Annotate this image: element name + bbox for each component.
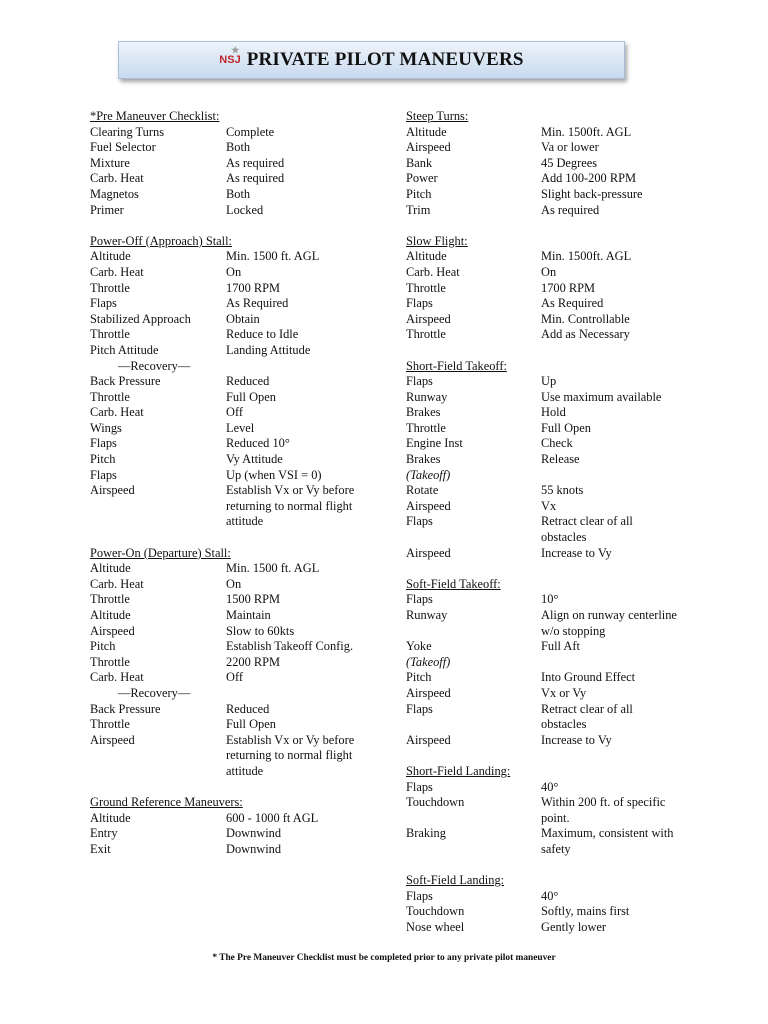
maneuver-section bbox=[406, 234, 681, 343]
item-value: Maintain bbox=[226, 608, 271, 622]
item-value: Align on runway centerline w/o stopping bbox=[541, 608, 677, 638]
section-title: Ground Reference Maneuvers: bbox=[90, 795, 243, 810]
item-label: Flaps bbox=[406, 374, 433, 389]
checklist-row bbox=[406, 546, 681, 562]
item-value: Release bbox=[541, 452, 580, 467]
checklist-row bbox=[90, 374, 366, 390]
recovery-label: —Recovery— bbox=[118, 685, 191, 700]
item-label: Altitude bbox=[90, 608, 131, 622]
checklist-row bbox=[406, 655, 681, 671]
item-label: Back Pressure bbox=[90, 374, 161, 389]
item-value: On bbox=[226, 264, 242, 279]
item-value: Obtain bbox=[226, 311, 260, 326]
item-value: Min. Controllable bbox=[541, 311, 630, 326]
item-label: Carb. Heat bbox=[90, 405, 144, 420]
item-value: Increase to Vy bbox=[541, 545, 612, 560]
checklist-row bbox=[406, 468, 681, 484]
item-label: Wings bbox=[90, 420, 122, 435]
item-label: Brakes bbox=[406, 405, 441, 420]
checklist-row bbox=[406, 639, 681, 655]
checklist-row bbox=[406, 140, 681, 156]
item-label: Engine Inst bbox=[406, 436, 463, 451]
item-label: Magnetos bbox=[90, 186, 139, 201]
item-label: Braking bbox=[406, 826, 446, 841]
item-value: Slight back-pressure bbox=[541, 186, 643, 201]
item-value: Reduced bbox=[226, 701, 270, 716]
item-label: Altitude bbox=[90, 810, 131, 825]
item-label: Airspeed bbox=[406, 545, 451, 560]
item-value: 55 knots bbox=[541, 483, 584, 498]
item-label: Pitch bbox=[90, 452, 116, 467]
item-label: Airspeed bbox=[406, 311, 451, 326]
item-value: 2200 RPM bbox=[226, 654, 281, 669]
item-label: (Takeoff) bbox=[406, 467, 451, 482]
item-value: Both bbox=[226, 186, 251, 201]
item-value: Off bbox=[226, 405, 243, 420]
checklist-row bbox=[90, 826, 366, 842]
item-label: Throttle bbox=[90, 592, 130, 607]
checklist-row bbox=[406, 405, 681, 421]
checklist-row bbox=[406, 156, 681, 172]
item-label: Carb. Heat bbox=[90, 576, 144, 591]
item-value: Va or lower bbox=[541, 140, 599, 155]
checklist-row bbox=[90, 452, 366, 468]
item-label: Throttle bbox=[90, 717, 130, 732]
item-label: Pitch bbox=[406, 186, 432, 201]
item-label: Power bbox=[406, 171, 438, 186]
item-label: Brakes bbox=[406, 452, 441, 467]
item-label: Airspeed bbox=[90, 623, 135, 638]
item-label: Runway bbox=[406, 389, 448, 404]
item-value: Vx or Vy bbox=[541, 685, 587, 700]
item-label: Rotate bbox=[406, 483, 439, 498]
item-value: Reduced bbox=[226, 374, 270, 389]
checklist-row bbox=[406, 125, 681, 141]
item-label: Throttle bbox=[406, 420, 446, 435]
maneuver-section bbox=[406, 873, 681, 935]
checklist-row bbox=[90, 249, 366, 265]
item-value: Maximum, consistent with safety bbox=[541, 826, 674, 856]
item-label: Carb. Heat bbox=[90, 171, 144, 186]
item-value: Retract clear of all obstacles bbox=[541, 514, 633, 545]
checklist-row bbox=[406, 203, 681, 219]
item-value: Min. 1500 ft. AGL bbox=[226, 249, 320, 264]
item-label: Flaps bbox=[90, 436, 117, 451]
footnote: * The Pre Maneuver Checklist must be completed prior to any private pilot maneuver bbox=[212, 953, 556, 963]
item-label: Exit bbox=[90, 841, 111, 856]
section-title: Power-Off (Approach) Stall: bbox=[90, 233, 232, 248]
item-label: Airspeed bbox=[406, 732, 451, 747]
section-title: Soft-Field Takeoff: bbox=[406, 576, 501, 591]
item-label: Flaps bbox=[90, 467, 117, 482]
item-value: 1700 RPM bbox=[541, 280, 596, 295]
item-value: As Required bbox=[226, 296, 289, 311]
checklist-row bbox=[90, 624, 366, 640]
checklist-row bbox=[406, 795, 681, 826]
item-value: Downwind bbox=[226, 826, 282, 841]
section-title: Soft-Field Landing: bbox=[406, 873, 505, 888]
item-label: Throttle bbox=[90, 654, 130, 669]
checklist-row bbox=[406, 889, 681, 905]
checklist-row bbox=[406, 686, 681, 702]
item-value: Full Open bbox=[541, 420, 591, 435]
item-value: 40° bbox=[541, 779, 559, 794]
item-label: Nose wheel bbox=[406, 919, 465, 934]
item-value: As required bbox=[226, 155, 285, 170]
checklist-row bbox=[406, 592, 681, 608]
item-value: Within 200 ft. of specific point. bbox=[541, 795, 666, 825]
item-label: Fuel Selector bbox=[90, 140, 156, 155]
item-value: Use maximum available bbox=[541, 389, 662, 404]
item-value: Full Open bbox=[226, 717, 276, 732]
checklist-row bbox=[406, 702, 681, 733]
checklist-row bbox=[406, 390, 681, 406]
item-value bbox=[541, 468, 681, 484]
checklist-row bbox=[406, 296, 681, 312]
checklist-row bbox=[406, 171, 681, 187]
checklist-row bbox=[90, 140, 366, 156]
checklist-row bbox=[90, 608, 366, 624]
item-value: Both bbox=[226, 140, 251, 155]
item-value: As Required bbox=[541, 296, 604, 311]
item-value: Retract clear of all obstacles bbox=[541, 701, 633, 732]
right-column bbox=[406, 109, 681, 951]
recovery-label: —Recovery— bbox=[118, 358, 191, 373]
item-label: Throttle bbox=[406, 280, 446, 295]
item-value: On bbox=[226, 576, 242, 591]
item-value: 1500 RPM bbox=[226, 592, 281, 607]
checklist-row bbox=[406, 499, 681, 515]
star-icon: ★ bbox=[231, 45, 240, 55]
item-value: 45 Degrees bbox=[541, 155, 598, 170]
item-label: Altitude bbox=[90, 249, 131, 264]
item-label: Flaps bbox=[90, 296, 117, 311]
item-value: 40° bbox=[541, 888, 559, 903]
item-value: Add 100-200 RPM bbox=[541, 171, 637, 186]
item-label: Throttle bbox=[90, 389, 130, 404]
item-value: Establish Vx or Vy before returning to normal flight attitude bbox=[226, 732, 355, 778]
item-value: Complete bbox=[226, 124, 275, 139]
item-label: Airspeed bbox=[406, 685, 451, 700]
item-label: Carb. Heat bbox=[406, 264, 460, 279]
checklist-row bbox=[406, 281, 681, 297]
checklist-row bbox=[406, 483, 681, 499]
checklist-row bbox=[90, 125, 366, 141]
checklist-row bbox=[90, 655, 366, 671]
nsj-logo bbox=[219, 45, 241, 66]
checklist-row bbox=[406, 312, 681, 328]
item-label: Pitch bbox=[90, 639, 116, 654]
item-value: Slow to 60kts bbox=[226, 623, 295, 638]
item-value: Add as Necessary bbox=[541, 327, 630, 342]
checklist-row bbox=[406, 826, 681, 857]
item-label: Throttle bbox=[406, 327, 446, 342]
section-title: Slow Flight: bbox=[406, 233, 468, 248]
item-value: Min. 1500 ft. AGL bbox=[226, 561, 320, 576]
item-value: 1700 RPM bbox=[226, 280, 281, 295]
item-label: Back Pressure bbox=[90, 701, 161, 716]
item-value: Vx bbox=[541, 498, 557, 513]
maneuver-section bbox=[90, 795, 366, 857]
item-value: Up (when VSI = 0) bbox=[226, 467, 322, 482]
checklist-row bbox=[406, 421, 681, 437]
item-label: Trim bbox=[406, 202, 431, 217]
checklist-row bbox=[406, 670, 681, 686]
item-label: Touchdown bbox=[406, 904, 465, 919]
item-value: Establish Takeoff Config. bbox=[226, 639, 354, 654]
item-label: Flaps bbox=[406, 888, 433, 903]
maneuver-section bbox=[406, 764, 681, 858]
checklist-row bbox=[406, 327, 681, 343]
item-value: On bbox=[541, 264, 557, 279]
checklist-row bbox=[90, 343, 366, 359]
item-value bbox=[541, 655, 681, 671]
section-title: *Pre Maneuver Checklist: bbox=[90, 109, 220, 123]
item-label: Flaps bbox=[406, 592, 433, 607]
item-label: Airspeed bbox=[406, 498, 451, 513]
item-label: Touchdown bbox=[406, 795, 465, 810]
checklist-row bbox=[90, 436, 366, 452]
item-value: As required bbox=[226, 171, 285, 186]
checklist-row bbox=[90, 811, 366, 827]
item-value: Downwind bbox=[226, 841, 282, 856]
item-value: Reduced 10° bbox=[226, 436, 290, 451]
item-value: Establish Vx or Vy before returning to normal flight attitude bbox=[226, 483, 355, 529]
checklist-row bbox=[406, 452, 681, 468]
item-value: Gently lower bbox=[541, 919, 607, 934]
checklist-row bbox=[90, 390, 366, 406]
maneuver-section bbox=[406, 577, 681, 749]
checklist-row bbox=[90, 405, 366, 421]
checklist-row bbox=[90, 296, 366, 312]
checklist-row bbox=[90, 670, 366, 686]
logo-text: NSJ bbox=[219, 54, 241, 66]
item-value: Reduce to Idle bbox=[226, 327, 299, 342]
checklist-row bbox=[90, 281, 366, 297]
item-label: Primer bbox=[90, 202, 124, 217]
item-label: Flaps bbox=[406, 701, 433, 716]
section-title: Short-Field Landing: bbox=[406, 763, 511, 778]
item-label: Entry bbox=[90, 826, 118, 841]
item-value: As required bbox=[541, 202, 600, 217]
checklist-row bbox=[406, 904, 681, 920]
item-label: (Takeoff) bbox=[406, 654, 451, 669]
item-value: Min. 1500ft. AGL bbox=[541, 124, 632, 139]
maneuver-section bbox=[406, 109, 681, 218]
item-label: Pitch bbox=[406, 670, 432, 685]
maneuver-section bbox=[406, 359, 681, 562]
item-label: Stabilized Approach bbox=[90, 311, 191, 326]
item-value: Check bbox=[541, 436, 573, 451]
item-label: Airspeed bbox=[90, 483, 135, 498]
checklist-row bbox=[90, 717, 366, 733]
checklist-row bbox=[406, 920, 681, 936]
item-label: Throttle bbox=[90, 327, 130, 342]
page-title: PRIVATE PILOT MANEUVERS bbox=[246, 49, 524, 70]
item-label: Runway bbox=[406, 608, 448, 622]
checklist-row bbox=[406, 608, 681, 639]
item-label: Clearing Turns bbox=[90, 124, 165, 139]
item-label: Yoke bbox=[406, 639, 432, 654]
item-label: Flaps bbox=[406, 296, 433, 311]
item-label: Throttle bbox=[90, 280, 130, 295]
item-label: Mixture bbox=[90, 155, 130, 170]
item-label: Airspeed bbox=[406, 140, 451, 155]
checklist-row bbox=[406, 187, 681, 203]
checklist-row bbox=[90, 592, 366, 608]
maneuver-section bbox=[90, 234, 366, 530]
checklist-row bbox=[406, 514, 681, 545]
checklist-row bbox=[406, 374, 681, 390]
checklist-row bbox=[90, 702, 366, 718]
item-value: 10° bbox=[541, 592, 559, 607]
checklist-row bbox=[90, 171, 366, 187]
checklist-row bbox=[90, 265, 366, 281]
checklist-row bbox=[90, 187, 366, 203]
item-label: Carb. Heat bbox=[90, 670, 144, 685]
item-label: Airspeed bbox=[90, 732, 135, 747]
item-value: 600 - 1000 ft AGL bbox=[226, 810, 319, 825]
item-value: Full Open bbox=[226, 389, 276, 404]
item-label: Flaps bbox=[406, 514, 433, 529]
item-value: Min. 1500ft. AGL bbox=[541, 249, 632, 264]
maneuver-section bbox=[90, 109, 366, 218]
item-value: Vy Attitude bbox=[226, 452, 283, 467]
checklist-row bbox=[406, 733, 681, 749]
checklist-row bbox=[90, 483, 366, 530]
checklist-row bbox=[406, 249, 681, 265]
checklist-row bbox=[90, 312, 366, 328]
item-value: Level bbox=[226, 420, 255, 435]
left-column bbox=[90, 109, 366, 873]
checklist-row bbox=[90, 156, 366, 172]
item-value: Into Ground Effect bbox=[541, 670, 636, 685]
item-value: Full Aft bbox=[541, 639, 580, 654]
item-value: Softly, mains first bbox=[541, 904, 630, 919]
section-title: Short-Field Takeoff: bbox=[406, 358, 507, 373]
checklist-row bbox=[90, 468, 366, 484]
checklist-row bbox=[406, 436, 681, 452]
item-label: Altitude bbox=[406, 124, 447, 139]
item-label: Carb. Heat bbox=[90, 264, 144, 279]
item-value: Locked bbox=[226, 202, 264, 217]
checklist-row bbox=[90, 421, 366, 437]
item-label: Altitude bbox=[90, 561, 131, 576]
title-banner bbox=[118, 41, 625, 79]
checklist-row bbox=[90, 733, 366, 780]
item-value: Off bbox=[226, 670, 243, 685]
item-value: Up bbox=[541, 374, 557, 389]
item-value: Hold bbox=[541, 405, 566, 420]
item-label: Bank bbox=[406, 155, 433, 170]
checklist-row bbox=[90, 203, 366, 219]
item-label: Altitude bbox=[406, 249, 447, 264]
item-label: Flaps bbox=[406, 779, 433, 794]
checklist-row bbox=[90, 639, 366, 655]
section-title: Steep Turns: bbox=[406, 109, 469, 123]
checklist-row bbox=[90, 561, 366, 577]
checklist-row bbox=[90, 327, 366, 343]
checklist-row bbox=[406, 265, 681, 281]
checklist-row bbox=[406, 780, 681, 796]
section-title: Power-On (Departure) Stall: bbox=[90, 545, 231, 560]
checklist-row bbox=[90, 842, 366, 858]
item-label: Pitch Attitude bbox=[90, 342, 159, 357]
checklist-row bbox=[90, 577, 366, 593]
maneuver-section bbox=[90, 546, 366, 780]
item-value: Increase to Vy bbox=[541, 732, 612, 747]
item-value: Landing Attitude bbox=[226, 342, 311, 357]
